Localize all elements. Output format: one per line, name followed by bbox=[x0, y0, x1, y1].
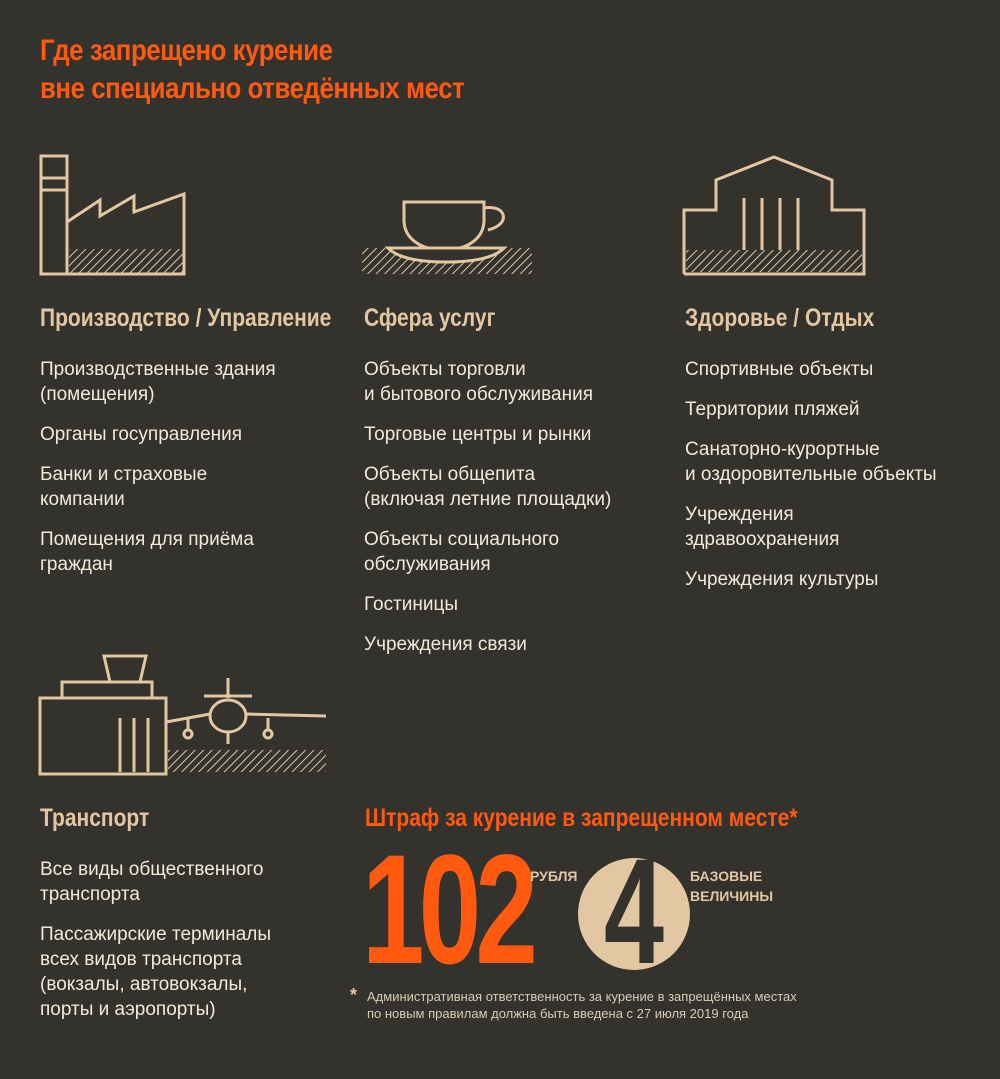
category-list-services bbox=[364, 357, 664, 672]
category-title-transport: Транспорт bbox=[40, 804, 150, 832]
footnote-line-1: Административная ответственность за курение в запрещённых местах bbox=[367, 989, 797, 1004]
list-item: Органы госуправления bbox=[40, 424, 243, 445]
base-count: 4 bbox=[603, 827, 665, 995]
list-item: Санаторно-курортные и оздоровительные объекты bbox=[685, 439, 937, 485]
category-title-production: Производство / Управление bbox=[40, 304, 332, 332]
list-item: Банки и страховые компании bbox=[40, 464, 208, 510]
building-columns-icon bbox=[682, 154, 866, 276]
coffee-cup-icon bbox=[360, 196, 535, 276]
category-list-health bbox=[685, 357, 985, 607]
list-item: Территории пляжей bbox=[685, 399, 860, 420]
list-item: Все виды общественного транспорта bbox=[40, 859, 264, 905]
list-item: Спортивные объекты bbox=[685, 359, 874, 380]
footnote bbox=[367, 988, 927, 1022]
base-count-unit: БАЗОВЫЕ ВЕЛИЧИНЫ bbox=[690, 868, 774, 904]
airport-airplane-icon bbox=[38, 652, 330, 776]
list-item: Учреждения здравоохранения bbox=[685, 504, 840, 550]
list-item: Пассажирские терминалы всех видов транспорта (вокзалы, автовокзалы, порты и аэропорты) bbox=[40, 924, 272, 1020]
fine-amount-unit: РУБЛЯ bbox=[530, 868, 578, 884]
footnote-marker: * bbox=[350, 985, 358, 1005]
category-title-services: Сфера услуг bbox=[364, 304, 496, 332]
title-line-2: вне специально отведённых мест bbox=[40, 72, 465, 105]
list-item: Помещения для приёма граждан bbox=[40, 529, 254, 575]
title-line-1: Где запрещено курение bbox=[40, 34, 333, 67]
category-list-production bbox=[40, 357, 340, 592]
list-item: Гостиницы bbox=[364, 594, 459, 615]
list-item: Объекты торговли и бытового обслуживания bbox=[364, 359, 593, 405]
list-item: Производственные здания (помещения) bbox=[40, 359, 276, 405]
list-item: Объекты общепита (включая летние площадки) bbox=[364, 464, 612, 510]
list-item: Учреждения культуры bbox=[685, 569, 879, 590]
page-title bbox=[40, 32, 464, 108]
fine-amount: 102 bbox=[362, 823, 533, 997]
list-item: Учреждения связи bbox=[364, 634, 527, 655]
list-item: Объекты социального обслуживания bbox=[364, 529, 560, 575]
factory-icon bbox=[38, 152, 188, 276]
list-item: Торговые центры и рынки bbox=[364, 424, 592, 445]
footnote-line-2: по новым правилам должна быть введена с 27 июля 2019 года bbox=[367, 1006, 749, 1021]
category-title-health: Здоровье / Отдых bbox=[685, 304, 875, 332]
fine-title: Штраф за курение в запрещенном месте* bbox=[365, 804, 798, 832]
category-list-transport bbox=[40, 857, 340, 1037]
